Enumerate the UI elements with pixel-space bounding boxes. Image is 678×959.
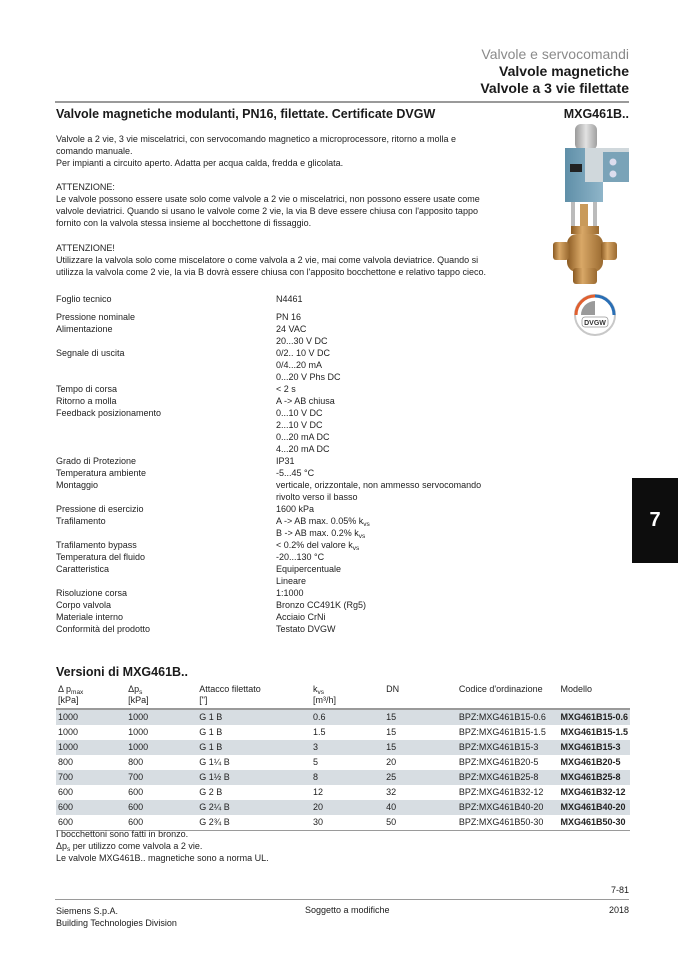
table-row [56,740,630,755]
spec-values [276,407,496,455]
spec-value [276,587,496,599]
spec-label: Trafilamento [56,516,106,526]
spec-values [276,311,496,323]
product-image [545,122,645,287]
table-cell: 50 [384,815,457,831]
table-cell: 1000 [58,727,79,737]
table-cell: G 2¼ B [197,800,311,815]
spec-value-text: 2...10 V DC [276,420,323,430]
note-2 [56,840,269,852]
spec-value [276,467,496,479]
header-subcategory: Valvole magnetiche [499,63,629,79]
order-code-cell: BPZ:MXG461B40-20 [457,800,559,815]
spec-value [276,347,496,359]
warning-2-text: Utilizzare la valvola solo come miscelatore o come valvola a 2 vie, mai come valvola deviatrice. Quando si utilizza la valvola come 2 vie, la via B dovrà essere chiusa con l'apposito bocchettone e relativo tappo cieco. [56,255,486,277]
spec-row [56,539,496,551]
header-subcategory-2: Valvole a 3 vie filettate [480,80,629,96]
spec-value [276,623,496,635]
table-row [56,800,630,815]
table-cell: 600 [56,815,126,831]
spec-row [56,383,496,395]
column-header-label: Modello [560,684,592,694]
spec-values [276,551,496,563]
dvgw-logo-icon [573,293,617,337]
spec-value-text: PN 16 [276,312,302,322]
spec-row [56,455,496,467]
model-cell: MXG461B15-3 [558,740,630,755]
note-2-prefix: Δp [56,841,68,851]
column-header-label: Attacco filettato [199,684,261,694]
table-cell: 40 [384,800,457,815]
table-cell: 800 [128,757,144,767]
spec-row [56,311,496,323]
table-cell: 15 [384,709,457,725]
order-code-cell: BPZ:MXG461B32-12 [458,787,544,797]
column-header [56,683,126,709]
note-1: I bocchettoni sono fatti in bronzo. [56,829,189,839]
spec-value [276,479,496,491]
table-notes [56,828,269,864]
spec-row [56,395,496,407]
table-cell: 1.5 [313,727,326,737]
spec-value [276,383,496,395]
spec-value [276,503,496,515]
spec-label: Segnale di uscita [56,348,125,358]
spec-value-text: 24 VAC [276,324,307,334]
column-header [384,683,457,709]
model-cell: MXG461B15-0.6 [558,709,630,725]
order-code-cell: BPZ:MXG461B15-0.6 [457,709,559,725]
model-cell: MXG461B40-20 [558,800,630,815]
spec-value [276,551,496,563]
spec-value [276,575,496,587]
spec-value-text: Equipercentuale [276,564,342,574]
spec-value [276,431,496,443]
table-cell: 20 [386,757,397,767]
spec-label: Foglio tecnico [56,294,112,304]
spec-value [276,491,496,503]
column-header-label: k [313,684,318,694]
warning-1-title: ATTENZIONE: [56,182,115,192]
header-category: Valvole e servocomandi [481,46,629,62]
spec-value [276,611,496,623]
spec-value-text: Acciaio CrNi [276,612,326,622]
table-cell: 15 [384,740,457,755]
spec-values [276,323,496,347]
spec-value-text: N4461 [276,294,303,304]
valve-illustration [545,122,645,287]
spec-value [276,323,496,335]
model-code: MXG461B.. [563,107,629,121]
footer-year: 2018 [608,905,629,915]
description-intro [56,133,486,169]
table-row [56,785,630,800]
spec-row [56,293,496,305]
spec-label: Risoluzione corsa [56,588,128,598]
warning-2 [56,242,486,278]
spec-value-text: rivolto verso il basso [276,492,358,502]
spec-value [276,443,496,455]
spec-row [56,611,496,623]
table-cell: 1000 [56,709,126,725]
order-code-cell: BPZ:MXG461B50-30 [457,815,559,831]
footer-rule [55,899,629,900]
spec-label: Corpo valvola [56,600,112,610]
spec-value-text: 0...10 V DC [276,408,323,418]
table-cell: 0.6 [311,709,384,725]
column-header [197,683,311,709]
column-header-subscript: vs [317,689,324,696]
spec-label: Temperatura ambiente [56,468,147,478]
spec-row [56,587,496,599]
table-cell: 32 [386,787,397,797]
table-cell: G 1¼ B [199,757,230,767]
spec-label: Ritorno a molla [56,396,117,406]
spec-values [276,611,496,623]
column-header-label: Δp [128,684,140,694]
spec-row [56,515,496,539]
dvgw-badge-text: DVGW [584,320,606,327]
note-2-sub: s [67,846,71,853]
model-cell: MXG461B50-30 [558,815,630,831]
table-cell: G 2 B [199,787,223,797]
spec-value [276,527,496,539]
table-cell: 600 [128,787,144,797]
column-header-unit: [kPa] [58,695,79,705]
spec-label: Alimentazione [56,324,113,334]
spec-label: Montaggio [56,480,99,490]
spec-value [276,407,496,419]
table-cell: 1000 [56,740,126,755]
table-row [56,770,630,785]
spec-label: Caratteristica [56,564,110,574]
column-header [457,683,559,709]
spec-value-text: A -> AB max. 0.05% k [276,516,364,526]
spec-values [276,539,496,551]
table-cell: 600 [58,787,74,797]
table-cell: G 1 B [199,727,223,737]
column-header-label: Codice d'ordinazione [458,684,543,694]
order-code-cell: BPZ:MXG461B25-8 [457,770,559,785]
table-cell: 600 [56,800,126,815]
spec-value-text: IP31 [276,456,295,466]
note-3: Le valvole MXG461B.. magnetiche sono a norma UL. [56,853,269,863]
spec-value-text: 20...30 V DC [276,336,328,346]
spec-value [276,419,496,431]
spec-value [276,395,496,407]
intro-line-1: Valvole a 2 vie, 3 vie miscelatrici, con servocomando magnetico a microprocessore, ritorno a molla e comando manuale. [56,134,457,156]
versions-title: Versioni di MXG461B.. [56,665,188,679]
warning-1 [56,181,486,229]
company-name: Siemens S.p.A. [56,906,119,916]
spec-value-subscript: vs [352,545,360,552]
spec-value-text: < 0.2% del valore k [276,540,353,550]
spec-value-text: Bronzo CC491K (Rg5) [276,600,367,610]
warning-1-text: Le valvole possono essere usate solo come valvole a 2 vie o miscelatrici, non possono essere usate come valvole deviatrici. Quando si usano le valvole come 2 vie, la via B deve essere chiusa con l'apposito tappo fornito con la valvola stessa insieme al bocchettone di fissaggio. [56,194,480,228]
spec-value-text: 0...20 V Phs DC [276,372,341,382]
spec-values [276,587,496,599]
spec-label: Tempo di corsa [56,384,118,394]
model-cell: MXG461B32-12 [560,787,626,797]
model-cell: MXG461B15-1.5 [560,727,628,737]
spec-value-text: 0/4...20 mA [276,360,323,370]
spec-values [276,347,496,383]
spec-value-text: Lineare [276,576,307,586]
table-cell: 3 [311,740,384,755]
table-cell: 700 [126,770,197,785]
spec-row [56,323,496,347]
spec-label: Pressione nominale [56,312,136,322]
spec-values [276,467,496,479]
table-row [56,709,630,725]
column-header [311,683,384,709]
table-row [56,755,630,770]
order-code-cell: BPZ:MXG461B15-3 [457,740,559,755]
table-cell: 600 [126,815,197,831]
column-header-subscript: s [139,689,143,696]
spec-value [276,599,496,611]
spec-values [276,383,496,395]
table-cell: 700 [56,770,126,785]
spec-value [276,515,496,527]
spec-row [56,503,496,515]
table-cell: G 1 B [197,709,311,725]
model-cell: MXG461B25-8 [558,770,630,785]
table-cell: G 2¾ B [197,815,311,831]
spec-value-text: 1:1000 [276,588,304,598]
dvgw-certification-badge [573,293,617,337]
table-cell: 20 [311,800,384,815]
spec-row [56,563,496,587]
spec-values [276,455,496,467]
spec-label: Grado di Protezione [56,456,137,466]
spec-value [276,371,496,383]
spec-value-subscript: vs [363,521,370,528]
spec-value-text: A -> AB chiusa [276,396,335,406]
spec-value [276,359,496,371]
spec-value [276,455,496,467]
chapter-tab[interactable] [632,478,678,563]
column-header-label: Δ p [58,684,72,694]
spec-label: Trafilamento bypass [56,540,137,550]
spec-label: Feedback posizionamento [56,408,162,418]
column-header [126,683,197,709]
order-code-cell: BPZ:MXG461B15-1.5 [458,727,546,737]
spec-value-text: 0/2.. 10 V DC [276,348,331,358]
spec-value-text: B -> AB max. 0.2% k [276,528,359,538]
table-cell: 30 [311,815,384,831]
footer-notice: Soggetto a modifiche [305,905,390,915]
spec-value-text: -5...45 °C [276,468,315,478]
table-body [56,709,630,831]
spec-row [56,467,496,479]
column-header [558,683,630,709]
table-cell: 1000 [128,727,149,737]
table-cell: 1000 [126,709,197,725]
order-code-cell: BPZ:MXG461B20-5 [458,757,539,767]
spec-value-text: Testato DVGW [276,624,336,634]
spec-row [56,623,496,635]
spec-values [276,599,496,611]
table-cell: 1000 [126,740,197,755]
spec-list [56,293,496,635]
spec-label: Pressione di esercizio [56,504,144,514]
table-cell: G 1½ B [197,770,311,785]
spec-row [56,479,496,503]
spec-value-text: 0...20 mA DC [276,432,330,442]
table-cell: 600 [126,800,197,815]
spec-value-text: 1600 kPa [276,504,315,514]
spec-row [56,551,496,563]
table-cell: 12 [313,787,324,797]
spec-values [276,515,496,539]
spec-values [276,623,496,635]
versions-table [56,683,630,831]
table-cell: G 1 B [197,740,311,755]
spec-value [276,335,496,347]
spec-value [276,539,496,551]
table-cell: 5 [313,757,319,767]
spec-value [276,293,496,305]
note-2-rest: per utilizzo come valvola a 2 vie. [70,841,203,851]
table-cell: 8 [311,770,384,785]
spec-values [276,563,496,587]
spec-value-text: < 2 s [276,384,296,394]
spec-row [56,407,496,455]
chapter-number: 7 [649,509,661,531]
product-title: Valvole magnetiche modulanti, PN16, filettate. Certificate DVGW [56,107,436,121]
spec-label: Conformità del prodotto [56,624,151,634]
spec-values [276,293,496,305]
column-header-subscript: max [71,689,84,696]
spec-values [276,395,496,407]
spec-value-text: 4...20 mA DC [276,444,330,454]
spec-value-text: verticale, orizzontale, non ammesso servocomando [276,480,482,490]
spec-values [276,479,496,503]
spec-value-subscript: vs [358,533,366,540]
table-header-row [56,683,630,709]
spec-values [276,503,496,515]
footer-company [56,905,177,929]
warning-2-title: ATTENZIONE! [56,243,115,253]
spec-value-text: -20...130 °C [276,552,325,562]
header-rule [55,101,629,103]
table-cell: 15 [386,727,397,737]
page-number: 7-81 [610,885,629,895]
column-header-label: DN [386,684,400,694]
spec-value [276,311,496,323]
spec-value [276,563,496,575]
column-header-unit: [m³/h] [313,695,337,705]
table-cell: 25 [384,770,457,785]
model-cell: MXG461B20-5 [560,757,621,767]
spec-row [56,599,496,611]
table-row [56,725,630,740]
table-cell: 800 [58,757,74,767]
spec-label: Temperatura del fluido [56,552,146,562]
spec-row [56,347,496,383]
column-header-unit: [kPa] [128,695,149,705]
spec-label: Materiale interno [56,612,124,622]
intro-line-2: Per impianti a circuito aperto. Adatta per acqua calda, fredda e glicolata. [56,158,344,168]
company-division: Building Technologies Division [56,918,177,928]
column-header-unit: ["] [199,695,208,705]
